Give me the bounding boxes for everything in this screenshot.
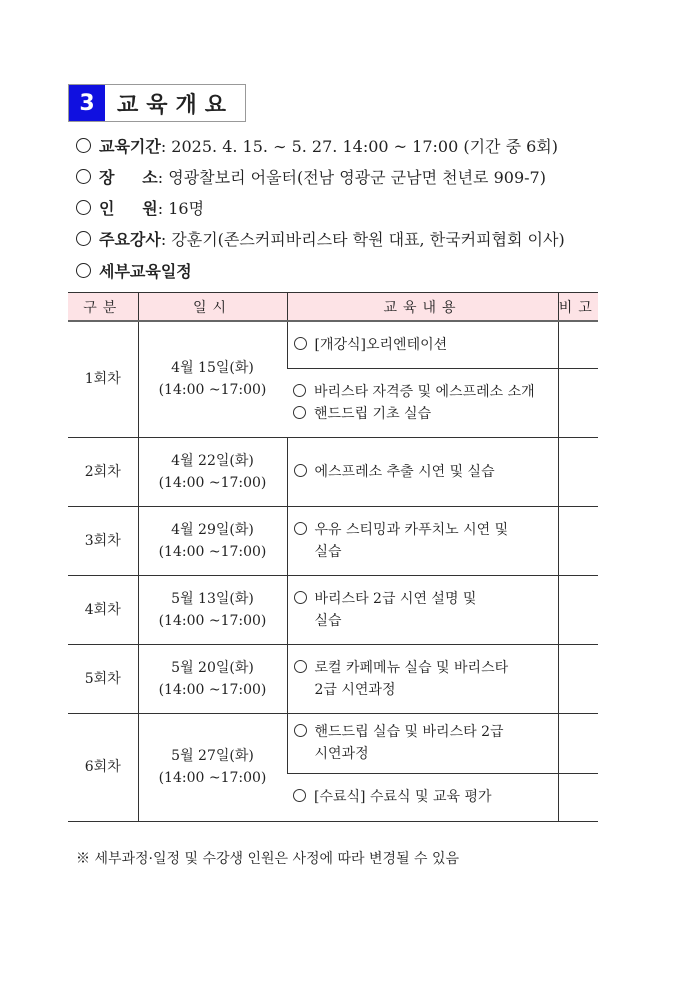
overview-period: 교육기간: 2025. 4. 15. ∼ 5. 27. 14:00 ~ 17:00 (기간 중 6회) (76, 134, 558, 157)
session-cell: 5회차 (68, 644, 138, 713)
section-title: 교육개요 (117, 92, 235, 118)
circle-bullet-icon (293, 789, 306, 802)
circle-bullet-icon (294, 522, 307, 535)
schedule-table (68, 292, 598, 822)
content-cell: 에스프레소 추출 시연 및 실습 (287, 437, 558, 506)
remarks-cell (558, 368, 598, 437)
circle-bullet-icon (76, 263, 91, 278)
datetime-cell: 5월 27일(화) (14:00 ~17:00) (138, 713, 287, 821)
header-session: 구분 (68, 293, 138, 322)
content-cell: 바리스타 자격증 및 에스프레소 소개 핸드드립 기초 실습 (287, 368, 558, 437)
remarks-cell (558, 321, 598, 368)
overview-place: 장 소: 영광찰보리 어울터(전남 영광군 군남면 천년로 909-7) (76, 165, 546, 188)
table-header-row (68, 293, 598, 322)
session-cell: 4회차 (68, 575, 138, 644)
circle-bullet-icon (293, 384, 306, 397)
overview-headcount: 인 원: 16명 (76, 196, 204, 219)
table-row (68, 644, 598, 713)
remarks-cell (558, 437, 598, 506)
remarks-cell (558, 713, 598, 773)
circle-bullet-icon (294, 591, 307, 604)
datetime-cell: 5월 20일(화) (14:00 ~17:00) (138, 644, 287, 713)
circle-bullet-icon (76, 169, 91, 184)
content-cell: [개강식]오리엔테이션 (287, 321, 558, 368)
circle-bullet-icon (294, 660, 307, 673)
table-row (68, 713, 598, 773)
session-cell: 3회차 (68, 506, 138, 575)
circle-bullet-icon (294, 337, 307, 350)
section-header (68, 84, 246, 122)
remarks-cell (558, 575, 598, 644)
remarks-cell (558, 644, 598, 713)
datetime-cell: 4월 22일(화) (14:00 ~17:00) (138, 437, 287, 506)
table-row (68, 575, 598, 644)
circle-bullet-icon (76, 231, 91, 246)
session-cell: 1회차 (68, 321, 138, 437)
table-row (68, 437, 598, 506)
table-row (68, 321, 598, 368)
circle-bullet-icon (294, 724, 307, 737)
content-cell: 우유 스티밍과 카푸치노 시연 및 실습 (287, 506, 558, 575)
circle-bullet-icon (293, 406, 306, 419)
footnote: ※ 세부과정·일정 및 수강생 인원은 사정에 따라 변경될 수 있음 (76, 851, 460, 867)
content-cell: 바리스타 2급 시연 설명 및 실습 (287, 575, 558, 644)
circle-bullet-icon (294, 464, 307, 477)
overview-instructor: 주요강사: 강훈기(존스커피바리스타 학원 대표, 한국커피협회 이사) (76, 227, 565, 250)
section-number: 3 (69, 85, 105, 121)
header-datetime: 일시 (138, 293, 287, 322)
content-cell: [수료식] 수료식 및 교육 평가 (287, 773, 558, 821)
remarks-cell (558, 773, 598, 821)
session-cell: 6회차 (68, 713, 138, 821)
datetime-cell: 4월 15일(화) (14:00 ~17:00) (138, 321, 287, 437)
remarks-cell (558, 506, 598, 575)
datetime-cell: 4월 29일(화) (14:00 ~17:00) (138, 506, 287, 575)
table-row (68, 506, 598, 575)
content-cell: 로컬 카페메뉴 실습 및 바리스타 2급 시연과정 (287, 644, 558, 713)
session-cell: 2회차 (68, 437, 138, 506)
header-remarks: 비고 (558, 293, 598, 322)
content-cell: 핸드드립 실습 및 바리스타 2급 시연과정 (287, 713, 558, 773)
circle-bullet-icon (76, 200, 91, 215)
overview-schedule: 세부교육일정 (76, 259, 192, 282)
datetime-cell: 5월 13일(화) (14:00 ~17:00) (138, 575, 287, 644)
header-content: 교육내용 (287, 293, 558, 322)
circle-bullet-icon (76, 138, 91, 153)
